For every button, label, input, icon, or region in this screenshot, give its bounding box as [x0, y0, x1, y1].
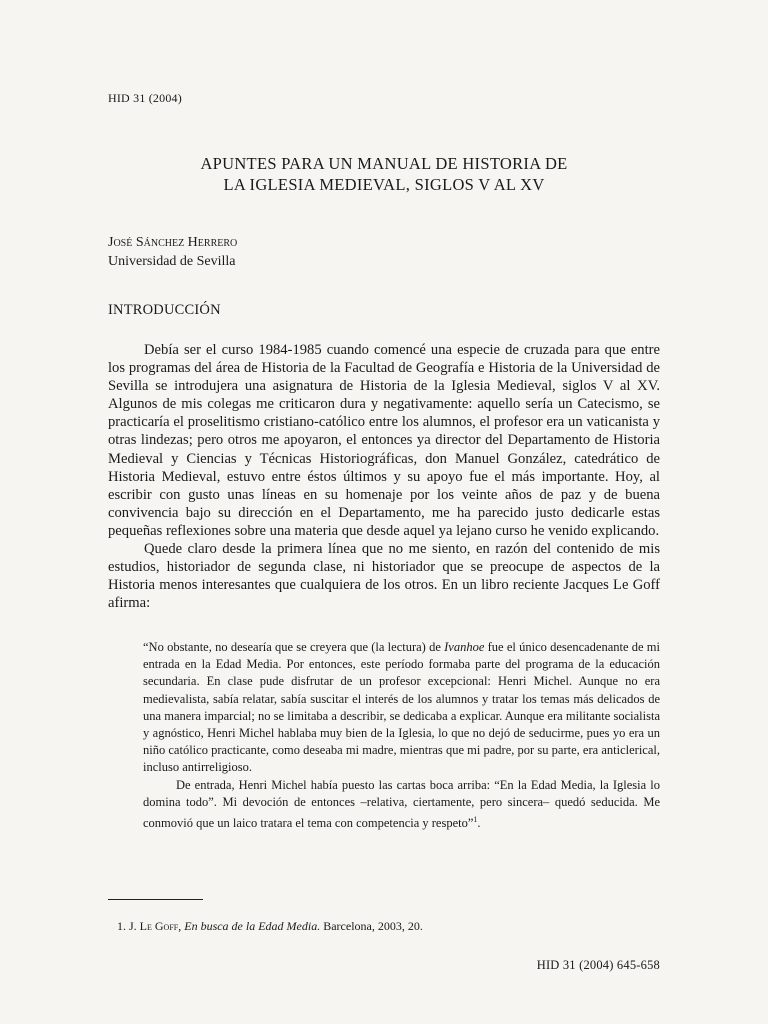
footnote-marker: 1. — [117, 919, 126, 933]
title-line-1: APUNTES PARA UN MANUAL DE HISTORIA DE — [200, 154, 568, 173]
article-title — [108, 153, 660, 195]
footnote-author: J. Le Goff, — [129, 919, 182, 933]
footnote-reference: 1 — [473, 815, 478, 825]
quote-paragraph-1 — [143, 639, 660, 777]
quote-text-start: “No obstante, no desearía que se creyera que (la lectura) de — [143, 640, 445, 654]
section-heading: INTRODUCCIÓN — [108, 302, 221, 318]
body-paragraph-1: Debía ser el curso 1984-1985 cuando comencé una especie de cruzada para que entre los programas del área de Historia de la Facultad de Geografía e Historia de la Universidad de Sevilla se introdujera una asignatura de Historia de la Iglesia Medieval, siglos V al XV. Algunos de mis colegas me criticaron dura y negativamente: aquello sería un Catecismo, se practicaría el proselitismo cristiano-católico entre los alumnos, el profesor era un vaticanista y otras lindezas; pero otros me apoyaron, el entonces ya director del Departamento de Historia Medieval y Ciencias y Técnicas Historiográficas, don Manuel González, catedrático de Historia Medieval, estuvo entre éstos últimos y su apoyo fue el más importante. Hoy, al escribir con gusto unas líneas en su homenaje por los veinte años de paz y de buena convivencia bajo su dirección en el Departamento, me ha parecido justo dedicarle estas pequeñas reflexiones sobre una materia que desde aquel ya lejano curso he venido explicando. — [108, 342, 660, 539]
footnote-title: En busca de la Edad Media. — [184, 919, 321, 933]
body-text — [108, 341, 660, 612]
body-paragraph-2: Quede claro desde la primera línea que no me siento, en razón del contenido de mis estudios, historiador de segunda clase, ni historiador que se preocupe de aspectos de la Historia menos interesantes que cualquiera de los otros. En un libro reciente Jacques Le Goff afirma: — [108, 541, 660, 612]
footnote-details: Barcelona, 2003, 20. — [323, 919, 423, 933]
running-head: HID 31 (2004) — [108, 91, 182, 105]
quote-paragraph-2 — [143, 777, 660, 833]
quote-text-rest: fue el único desencadenante de mi entrada en la Edad Media. Por entonces, este período formaba parte del programa de la educación secundaria. En clase pude disfrutar de un profesor excepcional: Henri Michel. Aunque no era medievalista, sabía relatar, sabía suscitar el interés de los alumnos y tratar los temas más delicados de una manera imparcial; no se limitaba a describir, se dedicaba a explicar. Aunque era militante socialista y agnóstico, Henri Michel hablaba muy bien de la Iglesia, lo que no dejó de seducirme, pues yo era un niño católico practicante, como deseaba mi madre, mientras que mi padre, por su parte, era anticlerical, incluso antirreligioso. — [143, 640, 661, 775]
quote-book-title: Ivanhoe — [444, 640, 485, 654]
title-line-2: LA IGLESIA MEDIEVAL, SIGLOS V AL XV — [223, 175, 545, 194]
author-affiliation: Universidad de Sevilla — [108, 254, 236, 269]
footnote-1 — [117, 919, 423, 934]
quote-text-2: De entrada, Henri Michel había puesto las cartas boca arriba: “En la Edad Media, la Iglesia lo domina todo”. Mi devoción de entonces –relativa, ciertamente, pero sincera– quedó seducida. Me conmovió que un laico tratara el tema con competencia y respeto” — [143, 777, 660, 831]
author-name: José Sánchez Herrero — [108, 235, 238, 250]
quote-end-punctuation: . — [477, 816, 481, 831]
footnote-divider — [108, 899, 203, 900]
page-footer: HID 31 (2004) 645-658 — [536, 958, 660, 972]
author-block — [108, 233, 237, 271]
block-quote — [143, 639, 660, 832]
